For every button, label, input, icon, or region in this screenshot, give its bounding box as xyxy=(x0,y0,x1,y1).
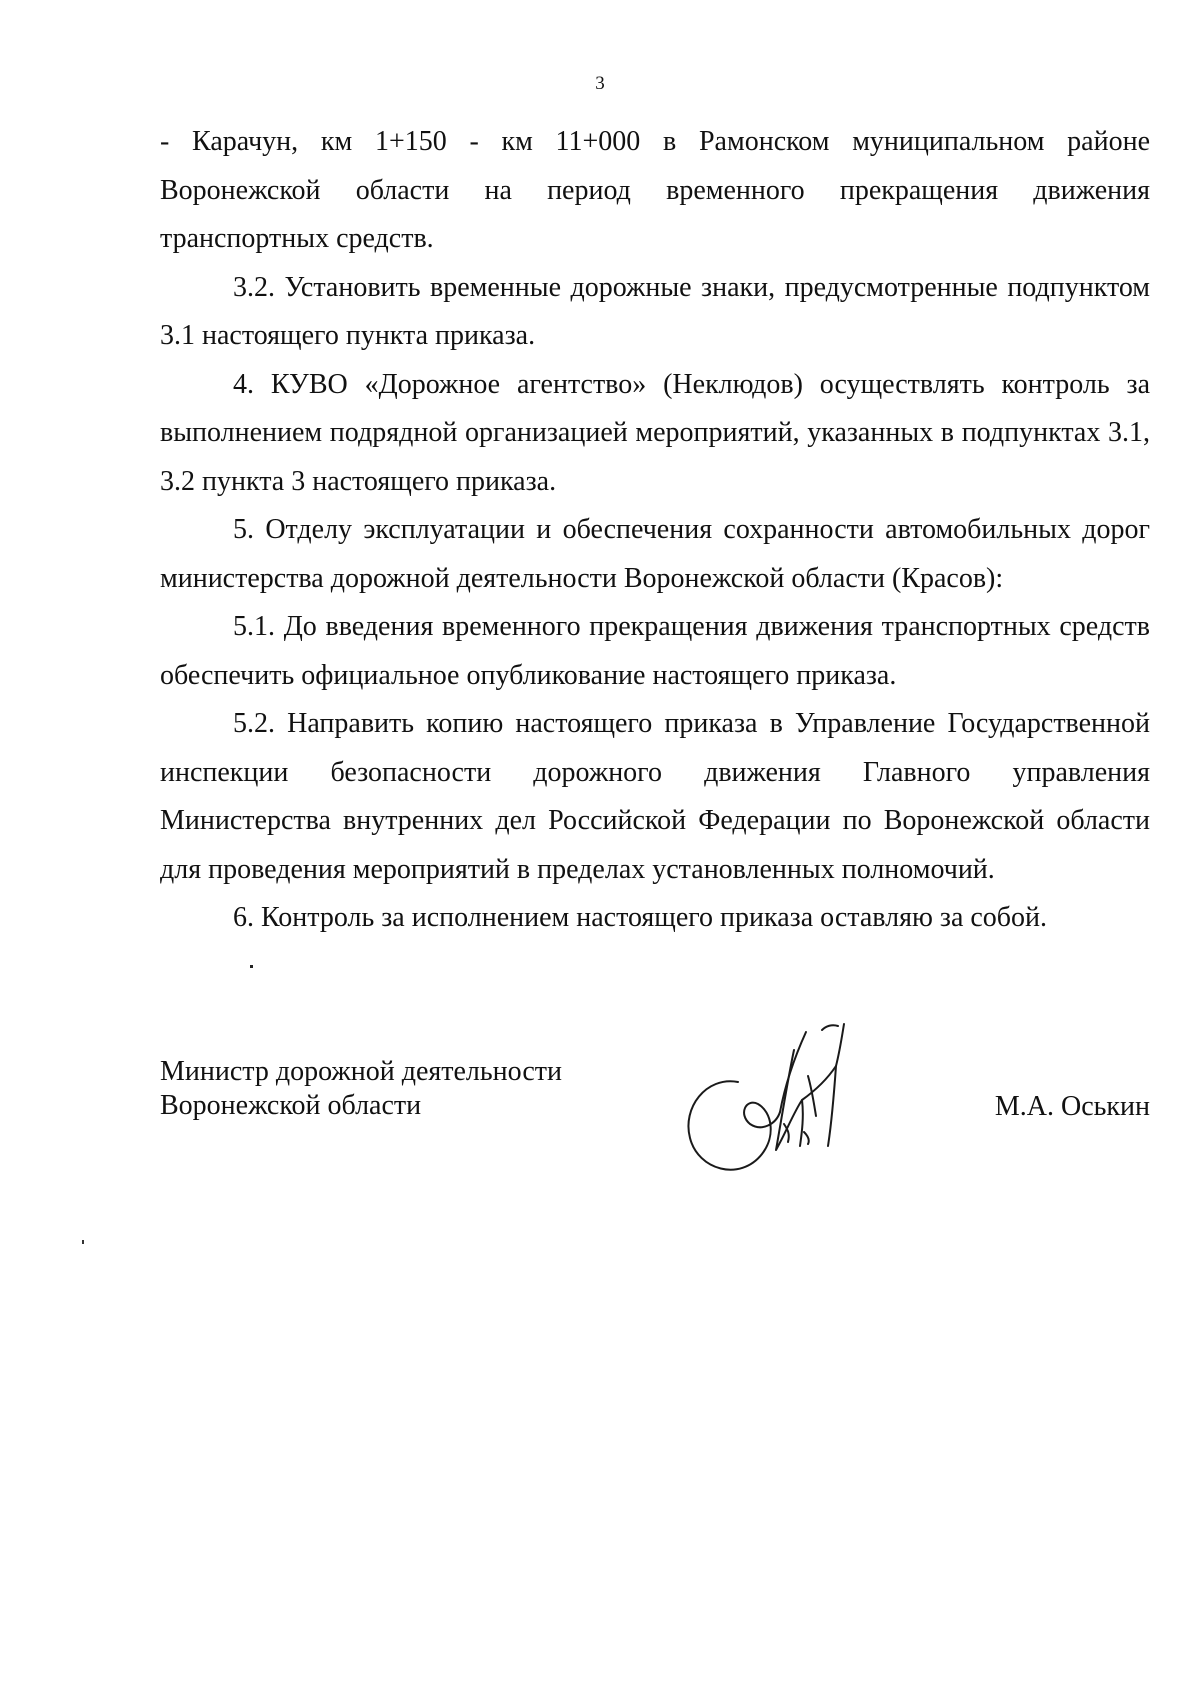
signatory-name: М.А. Оськин xyxy=(994,1091,1150,1122)
handwritten-signature xyxy=(676,1020,866,1180)
scan-artifact-mark xyxy=(82,1240,84,1244)
signatory-position-line-1: Министр дорожной деятельности xyxy=(160,1056,563,1087)
paragraph-6: 6. Контроль за исполнением настоящего приказа оставляю за собой. xyxy=(233,902,1048,933)
paragraph-road-section: - Карачун, км 1+150 - км 11+000 в Рамонском муниципальном районе Воронежской области на период временного прекращения движения транспортных средств. xyxy=(160,126,1150,254)
scan-artifact-dot xyxy=(250,965,253,968)
signatory-position xyxy=(160,1055,562,1123)
page-number: 3 xyxy=(595,73,605,94)
paragraph-5-2: 5.2. Направить копию настоящего приказа в Управление Государственной инспекции безопасности дорожного движения Главного управления Министерства внутренних дел Российской Федерации по Воронежской области для проведения мероприятий в пределах установленных полномочий. xyxy=(160,708,1150,885)
paragraph-3-2: 3.2. Установить временные дорожные знаки, предусмотренные подпунктом 3.1 настоящего пункта приказа. xyxy=(160,271,1150,351)
document-body xyxy=(160,118,1150,943)
paragraph-5: 5. Отделу эксплуатации и обеспечения сохранности автомобильных дорог министерства дорожной деятельности Воронежской области (Красов): xyxy=(160,514,1150,594)
paragraph-4: 4. КУВО «Дорожное агентство» (Неклюдов) осуществлять контроль за выполнением подрядной организацией мероприятий, указанных в подпунктах 3.1, 3.2 пункта 3 настоящего приказа. xyxy=(160,368,1150,497)
signatory-position-line-2: Воронежской области xyxy=(160,1090,422,1121)
paragraph-5-1: 5.1. До введения временного прекращения движения транспортных средств обеспечить официальное опубликование настоящего приказа. xyxy=(160,611,1150,691)
